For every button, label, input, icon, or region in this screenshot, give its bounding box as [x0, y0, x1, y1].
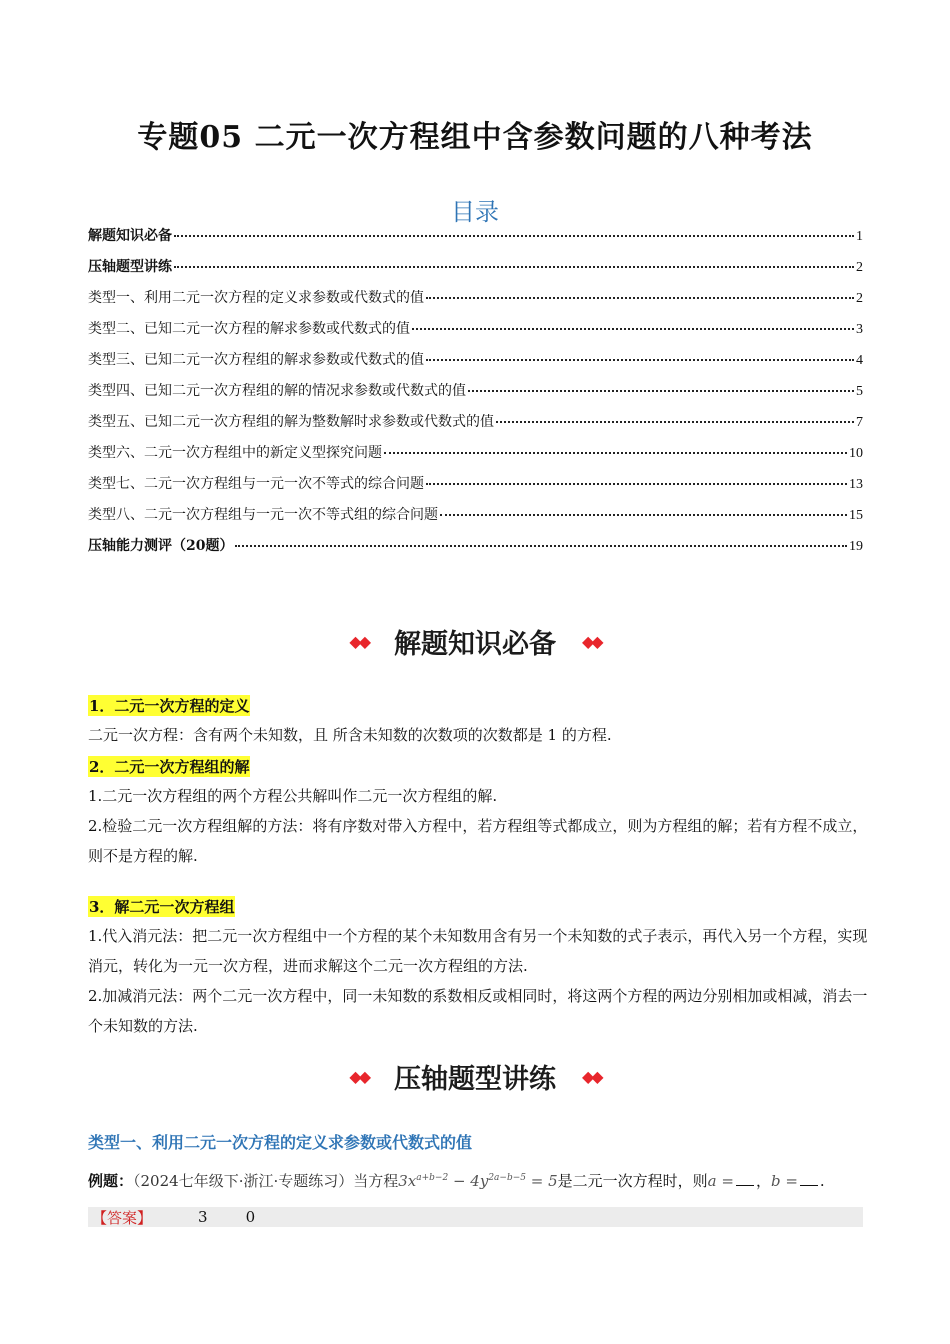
variable-a: a = — [707, 1172, 734, 1190]
diamond-icon: ◆◆ — [582, 632, 601, 651]
toc-entry[interactable] — [88, 349, 863, 380]
toc-entry[interactable] — [88, 256, 863, 287]
variable-b: b = — [770, 1172, 798, 1190]
toc-entry[interactable] — [88, 535, 863, 566]
toc-page-number: 15 — [849, 508, 863, 523]
toc-page-number: 13 — [849, 477, 863, 492]
toc-leader-dots — [174, 235, 854, 237]
toc-entry-label: 压轴题型讲练 — [88, 259, 172, 275]
diamond-icon: ◆◆ — [349, 1067, 368, 1086]
toc-leader-dots — [412, 328, 854, 330]
diamond-icon: ◆◆ — [582, 1067, 601, 1086]
banner-label: 压轴题型讲练 — [378, 1055, 572, 1098]
toc-entry-label: 类型四、已知二元一次方程组的解的情况求参数或代数式的值 — [88, 383, 466, 399]
toc-page-number: 5 — [856, 384, 863, 399]
toc-leader-dots — [468, 390, 854, 392]
toc-page-number: 4 — [856, 353, 863, 368]
answer-blank — [736, 1185, 754, 1186]
toc-page-number: 19 — [849, 539, 863, 554]
toc-entry-label: 类型七、二元一次方程组与一元一次不等式的综合问题 — [88, 476, 424, 492]
section-heading-3: 3．解二元一次方程组 — [89, 898, 235, 916]
answer-a: 3 — [198, 1208, 208, 1226]
diamond-icon: ◆◆ — [349, 632, 368, 651]
toc-entry-label: 类型八、二元一次方程组与一元一次不等式组的综合问题 — [88, 507, 438, 523]
toc-entry[interactable] — [88, 380, 863, 411]
toc-page-number: 2 — [856, 260, 863, 275]
toc-entry[interactable] — [88, 411, 863, 442]
toc-entry-label: 压轴能力测评（20题） — [88, 538, 234, 554]
section-3-paragraph-2: 2.加减消元法：两个二元一次方程中，同一未知数的系数相反或相同时，将这两个方程的两边分别相加或相减，消去一个未知数的方法. — [88, 987, 868, 1035]
equation: $3x^{a+b-2} - 4y^{2a-b-5} = 5$ — [398, 1172, 558, 1190]
toc-leader-dots — [440, 514, 847, 516]
toc-page-number: 3 — [856, 322, 863, 337]
toc-entry[interactable] — [88, 318, 863, 349]
example-tail: 是二元一次方程时，则 — [557, 1172, 708, 1190]
section-2-paragraph-1: 1.二元一次方程组的两个方程公共解叫作二元一次方程组的解. — [88, 787, 498, 805]
toc-entry[interactable] — [88, 287, 863, 318]
toc-page-number: 1 — [856, 229, 863, 244]
section-1-text: 二元一次方程：含有两个未知数，且 所含未知数的次数项的次数都是 1 的方程. — [88, 726, 612, 744]
toc-entry-label: 类型三、已知二元一次方程组的解求参数或代数式的值 — [88, 352, 424, 368]
table-of-contents — [88, 225, 863, 566]
example-label: 例题： — [88, 1172, 134, 1190]
section-3-paragraph-1: 1.代入消元法：把二元一次方程组中一个方程的某个未知数用含有另一个未知数的式子表示，再代入另一个方程，实现消元，转化为一元一次方程，进而求解这个二元一次方程组的方法. — [88, 927, 868, 975]
toc-entry-label: 类型一、利用二元一次方程的定义求参数或代数式的值 — [88, 290, 424, 306]
banner-knowledge — [0, 620, 950, 663]
example-question — [88, 1170, 825, 1191]
toc-leader-dots — [426, 483, 847, 485]
toc-leader-dots — [235, 545, 847, 547]
answer-tag: 【答案】 — [92, 1208, 153, 1227]
answer-bar — [88, 1207, 863, 1227]
section-2-paragraph-2: 2.检验二元一次方程组解的方法：将有序数对带入方程中，若方程组等式都成立，则为方程组的解；若有方程不成立，则不是方程的解. — [88, 817, 868, 865]
toc-entry[interactable] — [88, 473, 863, 504]
toc-leader-dots — [174, 266, 854, 268]
section-heading-2: 2．二元一次方程组的解 — [89, 758, 250, 776]
toc-page-number: 10 — [849, 446, 863, 461]
comma: ， — [755, 1172, 771, 1190]
toc-entry-label: 类型五、已知二元一次方程组的解为整数解时求参数或代数式的值 — [88, 414, 494, 430]
toc-entry[interactable] — [88, 225, 863, 256]
toc-heading: 目录 — [451, 198, 499, 226]
document-title: 专题05 二元一次方程组中含参数问题的八种考法 — [137, 120, 813, 155]
toc-entry-label: 解题知识必备 — [88, 228, 172, 244]
banner-practice — [0, 1055, 950, 1098]
toc-entry-label: 类型二、已知二元一次方程的解求参数或代数式的值 — [88, 321, 410, 337]
toc-page-number: 7 — [856, 415, 863, 430]
banner-label: 解题知识必备 — [378, 620, 572, 663]
toc-entry[interactable] — [88, 442, 863, 473]
section-heading-1: 1．二元一次方程的定义 — [89, 697, 250, 715]
toc-leader-dots — [426, 359, 854, 361]
toc-leader-dots — [496, 421, 854, 423]
toc-page-number: 2 — [856, 291, 863, 306]
toc-entry-label: 类型六、二元一次方程组中的新定义型探究问题 — [88, 445, 382, 461]
toc-entry[interactable] — [88, 504, 863, 535]
type1-heading: 类型一、利用二元一次方程的定义求参数或代数式的值 — [88, 1133, 473, 1152]
example-source: （2024七年级下·浙江·专题练习）当方程 — [133, 1172, 399, 1190]
answer-b: 0 — [245, 1208, 256, 1226]
toc-leader-dots — [384, 452, 847, 454]
toc-leader-dots — [426, 297, 854, 299]
period: . — [819, 1172, 825, 1190]
answer-blank — [800, 1185, 818, 1186]
